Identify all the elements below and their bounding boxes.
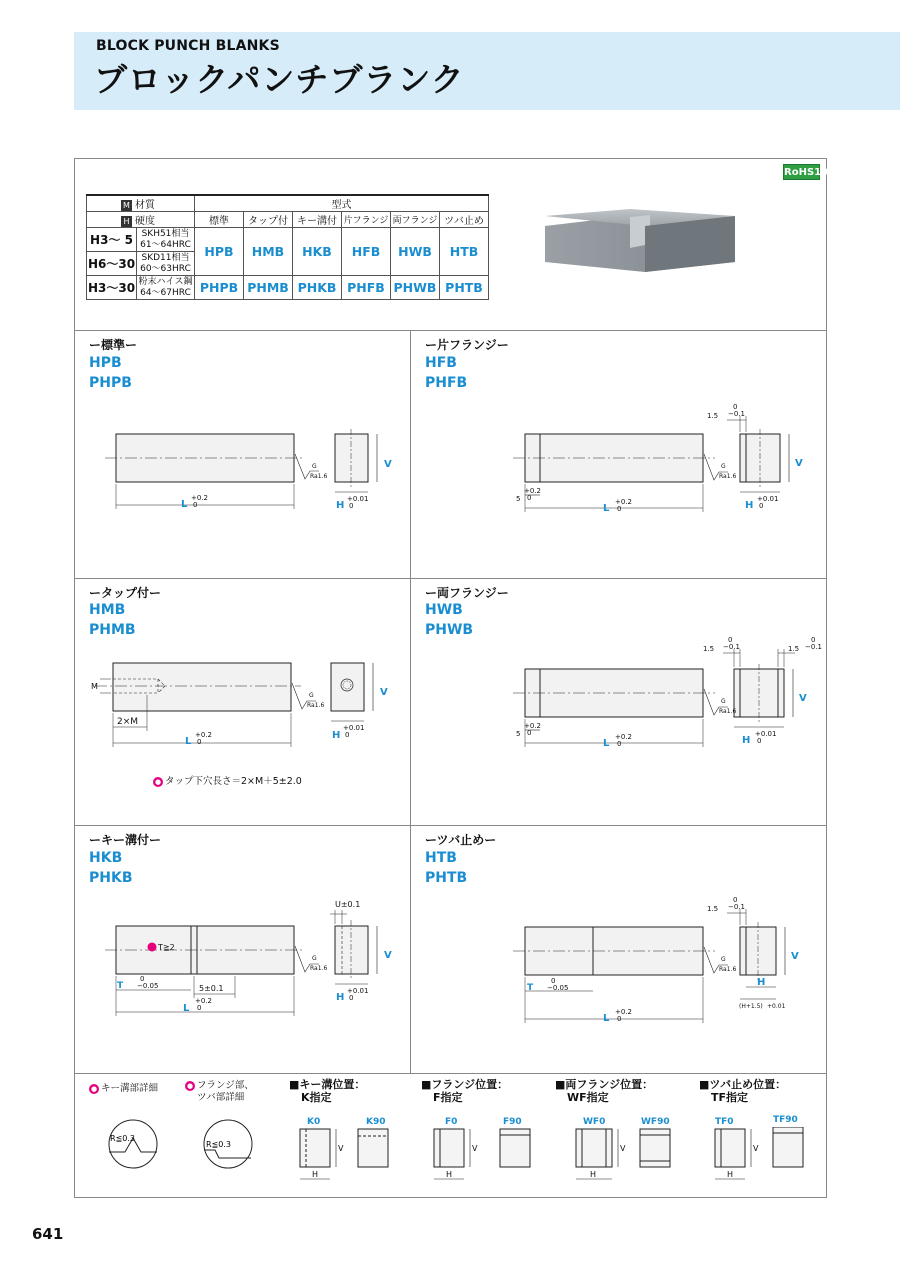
col-header: キー溝付 — [293, 212, 342, 228]
hardness-value: 60〜63HRC — [140, 263, 191, 274]
drawing-tapped — [85, 649, 405, 759]
dim-zero: 0 — [140, 975, 145, 983]
pin-icon: ● — [90, 1084, 98, 1093]
section-code: PHPB — [89, 375, 132, 391]
dim-t-tol: −0.05 — [547, 984, 569, 992]
pin-icon: ● — [154, 777, 162, 786]
divider — [75, 825, 826, 826]
group-title-2: F指定 — [433, 1091, 463, 1104]
section-label: ーツバ止めー — [425, 833, 497, 847]
dim-tol: +0.2 — [524, 487, 541, 495]
dim-l: L — [183, 1003, 190, 1014]
block-end-view — [335, 926, 368, 974]
range-cell: H3〜 5 — [87, 228, 137, 252]
position-code: WF0 — [583, 1117, 606, 1127]
dim-g: G — [721, 698, 726, 705]
dim-five: 5 — [516, 730, 521, 738]
dim-h: H — [757, 977, 766, 988]
model-header: 型式 — [195, 195, 489, 212]
key-detail-label — [89, 1080, 158, 1094]
section-code: PHTB — [425, 870, 468, 886]
flange-detail-text: ツバ部詳細 — [197, 1092, 245, 1103]
col-header: 片フランジ — [342, 212, 391, 228]
dim-g: G — [721, 463, 726, 470]
dim-g: G — [721, 956, 726, 963]
drawing-collar — [505, 887, 825, 1027]
group-title — [289, 1078, 365, 1104]
drawing-double-flange — [505, 631, 825, 761]
col-header: 両フランジ — [391, 212, 440, 228]
flange-detail-text: フランジ部、 — [197, 1080, 254, 1091]
page-header — [74, 32, 900, 110]
divider — [75, 1073, 826, 1074]
r-detail-drawings — [93, 1114, 263, 1174]
dim-tol: +0.01 — [757, 495, 779, 503]
dim-t: T — [117, 981, 124, 991]
dim-u: U±0.1 — [335, 900, 361, 909]
dim-tol: +0.2 — [195, 997, 212, 1005]
dim-v: V — [620, 1144, 626, 1153]
material-name: 粉末ハイス鋼 — [138, 276, 193, 287]
dim-h: H — [742, 735, 751, 746]
dim-l: L — [181, 499, 188, 510]
r-label: R≦0.3 — [206, 1140, 231, 1149]
dim-g: G — [312, 463, 317, 470]
dim-l: L — [603, 503, 610, 514]
dim-v: V — [384, 950, 392, 961]
position-code: TF90 — [773, 1115, 798, 1125]
col-header: ツバ止め — [440, 212, 489, 228]
dim-ra: Ra1.6 — [719, 473, 737, 480]
section-code: HMB — [89, 602, 126, 618]
f0-block — [434, 1129, 464, 1167]
dim-m: M — [91, 682, 98, 691]
section-label: ー標準ー — [89, 338, 138, 352]
title-jp: ブロックパンチブランク — [94, 60, 465, 99]
dim-tol: +0.2 — [524, 722, 541, 730]
dim-h: H — [336, 992, 345, 1003]
dim-h: H — [312, 1170, 319, 1179]
flange-detail-profile — [204, 1150, 251, 1158]
rohs-badge: RoHS10 — [783, 164, 820, 180]
section-label: ー片フランジー — [425, 338, 509, 352]
spec-table — [86, 194, 489, 300]
code-cell: PHTB — [440, 276, 489, 300]
dim-h15: (H+1.5) — [739, 1003, 763, 1010]
dim-t: T — [527, 983, 534, 993]
dim-flange-tol: −0.1 — [728, 903, 745, 911]
pin-icon — [148, 943, 157, 952]
code-cell: PHWB — [391, 276, 440, 300]
position-diagrams — [290, 1127, 820, 1189]
dim-zero: 0 — [757, 737, 762, 745]
dim-flange-tol: −0.1 — [728, 410, 745, 418]
r-label: R≦0.3 — [110, 1134, 135, 1143]
hardness-label-cell — [87, 212, 195, 228]
dim-ra: Ra1.6 — [310, 473, 328, 480]
code-cell: PHMB — [244, 276, 293, 300]
pin-icon: ● — [186, 1081, 194, 1090]
section-code: HFB — [425, 355, 457, 371]
dim-ra: Ra1.6 — [307, 702, 325, 709]
dim-g: G — [309, 692, 314, 699]
group-title — [699, 1078, 786, 1104]
dim-flange: 1.5 — [707, 905, 719, 913]
dim-g: G — [312, 955, 317, 962]
wf0-block — [576, 1129, 612, 1167]
dim-2m: 2×M — [117, 717, 139, 727]
product-photo — [540, 204, 780, 284]
dim-zero: 0 — [349, 502, 354, 510]
position-code: WF90 — [641, 1117, 670, 1127]
code-cell: HMB — [244, 228, 293, 276]
drawing-single-flange — [505, 394, 825, 524]
dim-v: V — [338, 1144, 344, 1153]
position-code: F90 — [503, 1117, 522, 1127]
divider — [75, 578, 826, 579]
divider — [410, 330, 411, 1073]
section-code: PHFB — [425, 375, 468, 391]
flange-detail-label — [185, 1080, 254, 1104]
dim-five: 5 — [516, 495, 521, 503]
key-detail-text: キー溝部詳細 — [101, 1083, 159, 1094]
key-detail-circle — [109, 1120, 157, 1168]
dim-tol: +0.2 — [615, 498, 632, 506]
position-code: F0 — [445, 1117, 458, 1127]
dim-zero: 0 — [733, 403, 738, 411]
dim-zero: 0 — [197, 738, 202, 746]
dim-v: V — [753, 1144, 759, 1153]
dim-zero: 0 — [551, 977, 556, 985]
range-cell: H3〜30 — [87, 276, 137, 300]
dim-v: V — [380, 687, 388, 698]
code-cell: PHPB — [195, 276, 244, 300]
dim-zero: 0 — [733, 896, 738, 904]
drawing-standard — [95, 409, 405, 524]
dim-zero: 0 — [811, 636, 816, 644]
group-title-2: TF指定 — [711, 1091, 749, 1104]
material-cell — [137, 276, 195, 300]
section-code: HTB — [425, 850, 457, 866]
divider — [75, 330, 826, 331]
material-name: SKH51相当 — [141, 228, 190, 239]
dim-zero: 0 — [617, 505, 622, 513]
code-cell: HTB — [440, 228, 489, 276]
hardness-label: 硬度 — [135, 216, 155, 227]
material-label-cell — [87, 195, 195, 212]
tap-note-text: タップ下穴長さ＝2×M＋5±2.0 — [165, 776, 302, 787]
dim-ra: Ra1.6 — [310, 965, 328, 972]
dim-zero: 0 — [527, 494, 532, 502]
group-title — [555, 1078, 653, 1104]
code-cell: PHKB — [293, 276, 342, 300]
k0-block — [300, 1129, 330, 1167]
dim-zero: 0 — [728, 636, 733, 644]
dim-flange-tol: −0.1 — [723, 643, 740, 651]
material-name: SKD11相当 — [141, 252, 190, 263]
code-cell: HKB — [293, 228, 342, 276]
code-cell: HFB — [342, 228, 391, 276]
dim-zero: 0 — [617, 1015, 622, 1023]
section-label: ータップ付ー — [89, 586, 162, 600]
code-cell: PHFB — [342, 276, 391, 300]
page-number: 641 — [32, 1225, 64, 1243]
col-header: タップ付 — [244, 212, 293, 228]
dim-tol: +0.2 — [615, 1008, 632, 1016]
material-icon: M — [121, 200, 132, 211]
dim-t-ge2: T≧2 — [158, 943, 175, 952]
dim-tol: +0.2 — [191, 494, 208, 502]
dim-five01: 5±0.1 — [199, 984, 224, 993]
group-title-1: ■両フランジ位置： — [555, 1078, 654, 1091]
code-cell: HWB — [391, 228, 440, 276]
dim-flange: 1.5 — [788, 645, 800, 653]
section-code: HPB — [89, 355, 122, 371]
dim-ra: Ra1.6 — [719, 966, 737, 973]
dim-tol: +0.01 — [343, 724, 365, 732]
section-code: PHMB — [89, 622, 136, 638]
position-code: K90 — [366, 1117, 386, 1127]
dim-t-tol: −0.05 — [137, 982, 159, 990]
dim-h: H — [590, 1170, 597, 1179]
drawing-keyway — [95, 894, 405, 1024]
dim-flange: 1.5 — [703, 645, 715, 653]
dim-h: H — [745, 500, 754, 511]
group-title — [421, 1078, 508, 1104]
col-header: 標準 — [195, 212, 244, 228]
dim-v: V — [795, 458, 803, 469]
group-title-1: ■ツバ止め位置： — [699, 1078, 787, 1091]
dim-v: V — [799, 693, 807, 704]
group-title-1: ■フランジ位置： — [421, 1078, 509, 1091]
tf0-block — [715, 1129, 745, 1167]
dim-flange-tol: −0.1 — [805, 643, 822, 651]
dim-v: V — [384, 459, 392, 470]
dim-tol: +0.01 — [767, 1003, 786, 1010]
dim-zero: 0 — [759, 502, 764, 510]
dim-h: H — [332, 730, 341, 741]
dim-v: V — [472, 1144, 478, 1153]
section-code: PHKB — [89, 870, 133, 886]
section-label: ーキー溝付ー — [89, 833, 162, 847]
dim-zero: 0 — [527, 729, 532, 737]
group-title-2: WF指定 — [567, 1091, 609, 1104]
group-title-2: K指定 — [301, 1091, 332, 1104]
group-title-1: ■キー溝位置： — [289, 1078, 366, 1091]
dim-tol: +0.01 — [347, 495, 369, 503]
dim-tol: +0.2 — [195, 731, 212, 739]
material-label: 材質 — [135, 200, 155, 211]
k90-block — [358, 1129, 388, 1167]
dim-v: V — [791, 951, 799, 962]
section-label: ー両フランジー — [425, 586, 509, 600]
dim-ra: Ra1.6 — [719, 708, 737, 715]
dim-zero: 0 — [345, 731, 350, 739]
dim-zero: 0 — [193, 501, 198, 509]
section-code: PHWB — [425, 622, 474, 638]
dim-l: L — [603, 738, 610, 749]
range-cell: H6〜30 — [87, 252, 137, 276]
section-code: HWB — [425, 602, 463, 618]
dim-h: H — [336, 500, 345, 511]
dim-h: H — [446, 1170, 453, 1179]
material-cell — [137, 228, 195, 252]
block-side-view — [113, 663, 291, 711]
dim-zero: 0 — [617, 740, 622, 748]
position-code: TF0 — [715, 1117, 734, 1127]
code-cell: HPB — [195, 228, 244, 276]
material-cell — [137, 252, 195, 276]
block-end-view — [331, 663, 364, 711]
dim-tol: +0.01 — [347, 987, 369, 995]
dim-h: H — [727, 1170, 734, 1179]
dim-l: L — [185, 736, 192, 747]
dim-l: L — [603, 1013, 610, 1024]
dim-tol: +0.2 — [615, 733, 632, 741]
dim-zero: 0 — [197, 1004, 202, 1012]
catalog-frame — [74, 158, 827, 1198]
hardness-value: 64〜67HRC — [140, 287, 191, 298]
section-code: HKB — [89, 850, 123, 866]
dim-zero: 0 — [349, 994, 354, 1002]
position-code: K0 — [307, 1117, 321, 1127]
hardness-icon: H — [121, 216, 132, 227]
hardness-value: 61〜64HRC — [140, 239, 191, 250]
tap-note — [153, 773, 302, 787]
dim-flange: 1.5 — [707, 412, 719, 420]
block-end-view — [335, 434, 368, 482]
title-en: BLOCK PUNCH BLANKS — [96, 38, 280, 54]
dim-tol: +0.01 — [755, 730, 777, 738]
